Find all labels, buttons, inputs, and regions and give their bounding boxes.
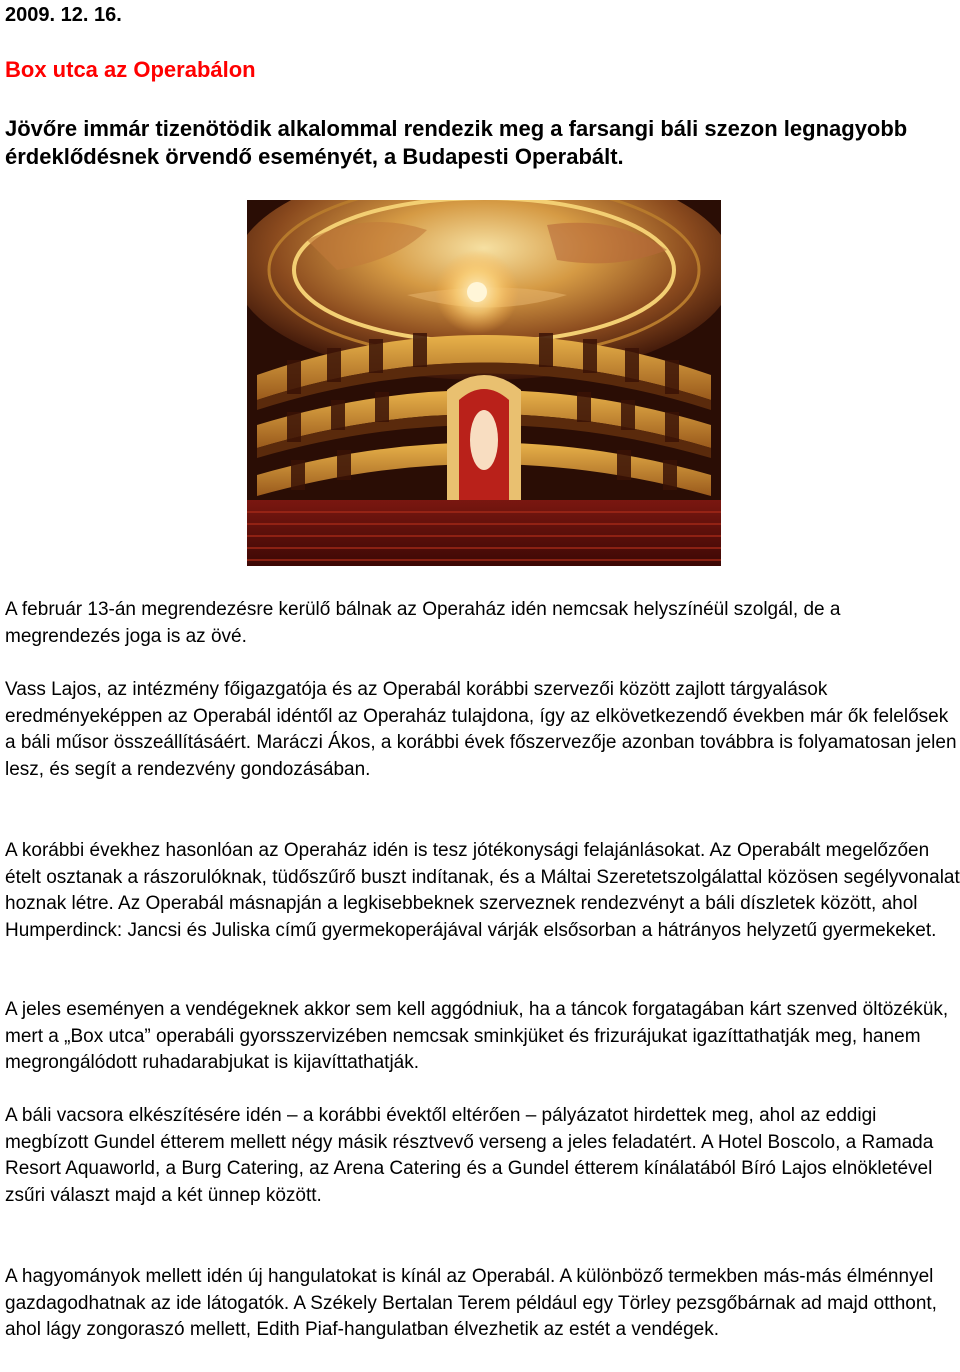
paragraph: Vass Lajos, az intézmény főigazgatója és az Operabál korábbi szervezői között zajlott tárgyalások eredményeképpen az Operabál idéntől az Operaház tulajdona, így az elkövetkezendő években már ők felelősek a báli műsor összeállításáért. Maráczi Ákos, a korábbi évek főszervezője azonban továbbra is folyamatosan jelen lesz, és segít a rendezvény gondozásában.	[5, 679, 957, 780]
article-title: Box utca az Operabálon	[5, 57, 256, 82]
paragraph: A jeles eseményen a vendégeknek akkor sem kell aggódniuk, ha a táncok forgatagában kárt szenved öltözékük, mert a „Box utca” operabáli gyorsszervizében nemcsak sminkjüket és frizurájukat igazíttathatják meg, hanem megrongálódott ruhadarabjukat is kijavíttathatják.	[5, 999, 949, 1073]
opera-house-photo	[247, 200, 721, 566]
article-date: 2009. 12. 16.	[5, 4, 122, 26]
article-lead: Jövőre immár tizenötödik alkalommal rendezik meg a farsangi báli szezon legnagyobb érdeklődésnek örvendő eseményét, a Budapesti Operabált.	[5, 116, 908, 169]
paragraph: A hagyományok mellett idén új hangulatokat is kínál az Operabál. A különböző termekben más-más élménnyel gazdagodhatnak az ide látogatók. A Székely Bertalan Terem például egy Törley pezsgőbárnak ad majd otthont, ahol lágy zongoraszó mellett, Edith Piaf-hangulatban élvezhetik az estét a vendégek.	[5, 1266, 937, 1340]
paragraph: A korábbi évekhez hasonlóan az Operaház idén is tesz jótékonysági felajánlásokat. Az Operabált megelőzően ételt osztanak a rászorulóknak, tüdőszűrő buszt indítanak, és a Máltai Szeretetszolgálattal közösen segélyvonalat hoznak létre. Az Operabál másnapján a legkisebbeknek szerveznek rendezvényt a báli díszletek között, ahol Humperdinck: Jancsi és Juliska című gyermekoperájával várják elsősorban a hátrányos helyzetű gyermekeket.	[5, 840, 960, 941]
stalls-seating	[247, 500, 721, 566]
paragraph: A báli vacsora elkészítésére idén – a korábbi évektől eltérően – pályázatot hirdettek meg, ahol az eddigi megbízott Gundel étterem mellett négy másik résztvevő verseng a jeles feladatért. A Hotel Boscolo, a Ramada Resort Aquaworld, a Burg Catering, az Arena Catering és a Gundel étterem kínálatából Bíró Lajos elnökletével zsűri választ majd a két ünnep között.	[5, 1105, 934, 1206]
paragraph: A február 13-án megrendezésre kerülő bálnak az Operaház idén nemcsak helyszínéül szolgál, de a megrendezés joga is az övé.	[5, 599, 841, 647]
